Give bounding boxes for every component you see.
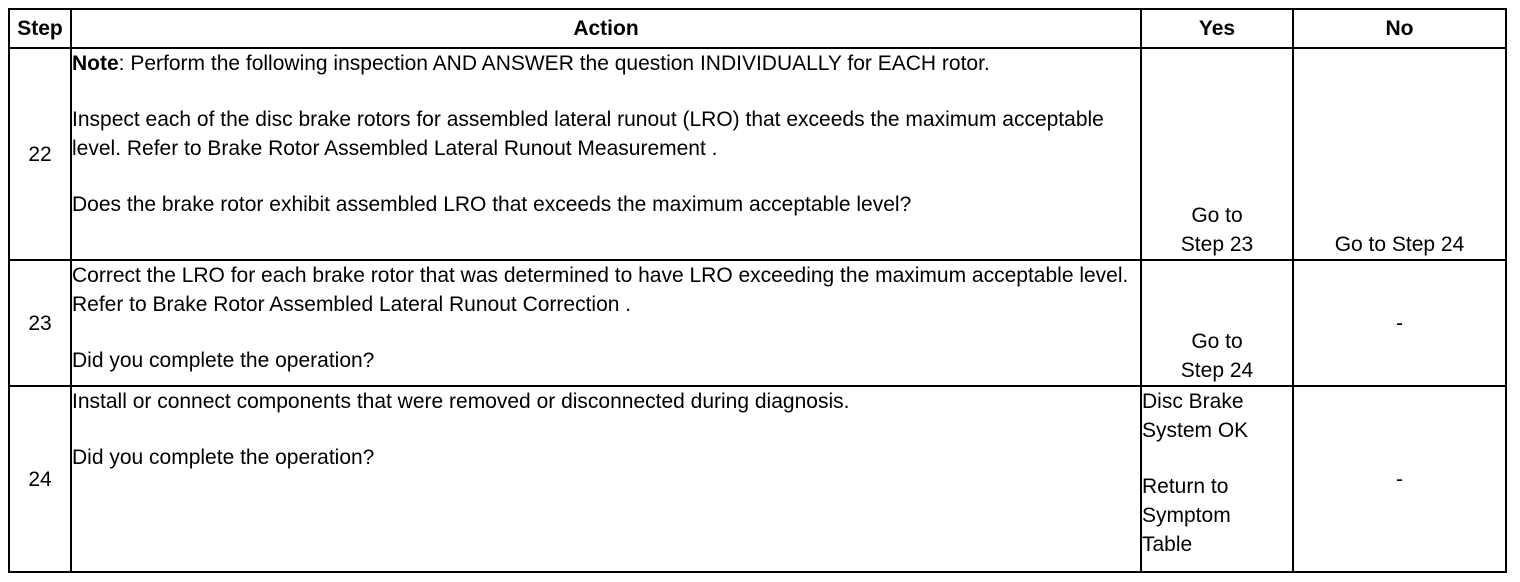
table-row-step-24 — [9, 386, 1506, 572]
header-step: Step — [9, 9, 71, 48]
header-action: Action — [71, 9, 1141, 48]
no-cell: - — [1293, 260, 1506, 386]
yes-cell — [1141, 386, 1293, 572]
diagnostic-procedure-table — [8, 8, 1507, 573]
question-text: Does the brake rotor exhibit assembled LRO that exceeds the maximum acceptable level? — [72, 193, 912, 216]
question-text: Did you complete the operation? — [72, 446, 375, 469]
note-text: : Perform the following inspection AND ANSWER the question INDIVIDUALLY for EACH rotor. — [118, 52, 990, 75]
yes-outcome-line: Step 24 — [1180, 359, 1254, 382]
yes-outcome-ok — [1142, 387, 1292, 445]
yes-outcome-line: Go to — [1191, 204, 1243, 227]
action-cell — [71, 386, 1141, 572]
header-yes: Yes — [1141, 9, 1293, 48]
table-header-row — [9, 9, 1506, 48]
action-cell — [71, 260, 1141, 386]
yes-outcome-line: Step 23 — [1180, 233, 1254, 256]
instruction-text: Inspect each of the disc brake rotors for assembled lateral runout (LRO) that exceeds the maximum acceptable level. Refer to Brake Rotor Assembled Lateral Runout Measurement . — [72, 108, 1104, 160]
step-number: 22 — [9, 48, 71, 260]
yes-cell — [1141, 48, 1293, 260]
table-row-step-23 — [9, 260, 1506, 386]
note-paragraph — [72, 49, 1140, 78]
yes-outcome-line: System OK — [1142, 419, 1249, 442]
yes-outcome-line: Disc Brake — [1142, 390, 1244, 413]
yes-outcome-line: Symptom — [1142, 504, 1231, 527]
step-number: 23 — [9, 260, 71, 386]
no-cell: - — [1293, 386, 1506, 572]
step-number: 24 — [9, 386, 71, 572]
instruction-text: Install or connect components that were removed or disconnected during diagnosis. — [72, 390, 850, 413]
header-no: No — [1293, 9, 1506, 48]
table-row-step-22 — [9, 48, 1506, 260]
question-text: Did you complete the operation? — [72, 349, 375, 372]
yes-outcome-line: Go to — [1191, 330, 1243, 353]
yes-outcome-return — [1142, 472, 1292, 559]
yes-cell — [1141, 260, 1293, 386]
no-cell: Go to Step 24 — [1293, 48, 1506, 260]
instruction-text: Correct the LRO for each brake rotor that was determined to have LRO exceeding the maximum acceptable level. Refer to Brake Rotor Assembled Lateral Runout Correction . — [72, 264, 1129, 316]
yes-outcome-line: Table — [1142, 533, 1193, 556]
action-cell — [71, 48, 1141, 260]
yes-outcome-line: Return to — [1142, 475, 1229, 498]
note-label: Note — [72, 52, 119, 75]
